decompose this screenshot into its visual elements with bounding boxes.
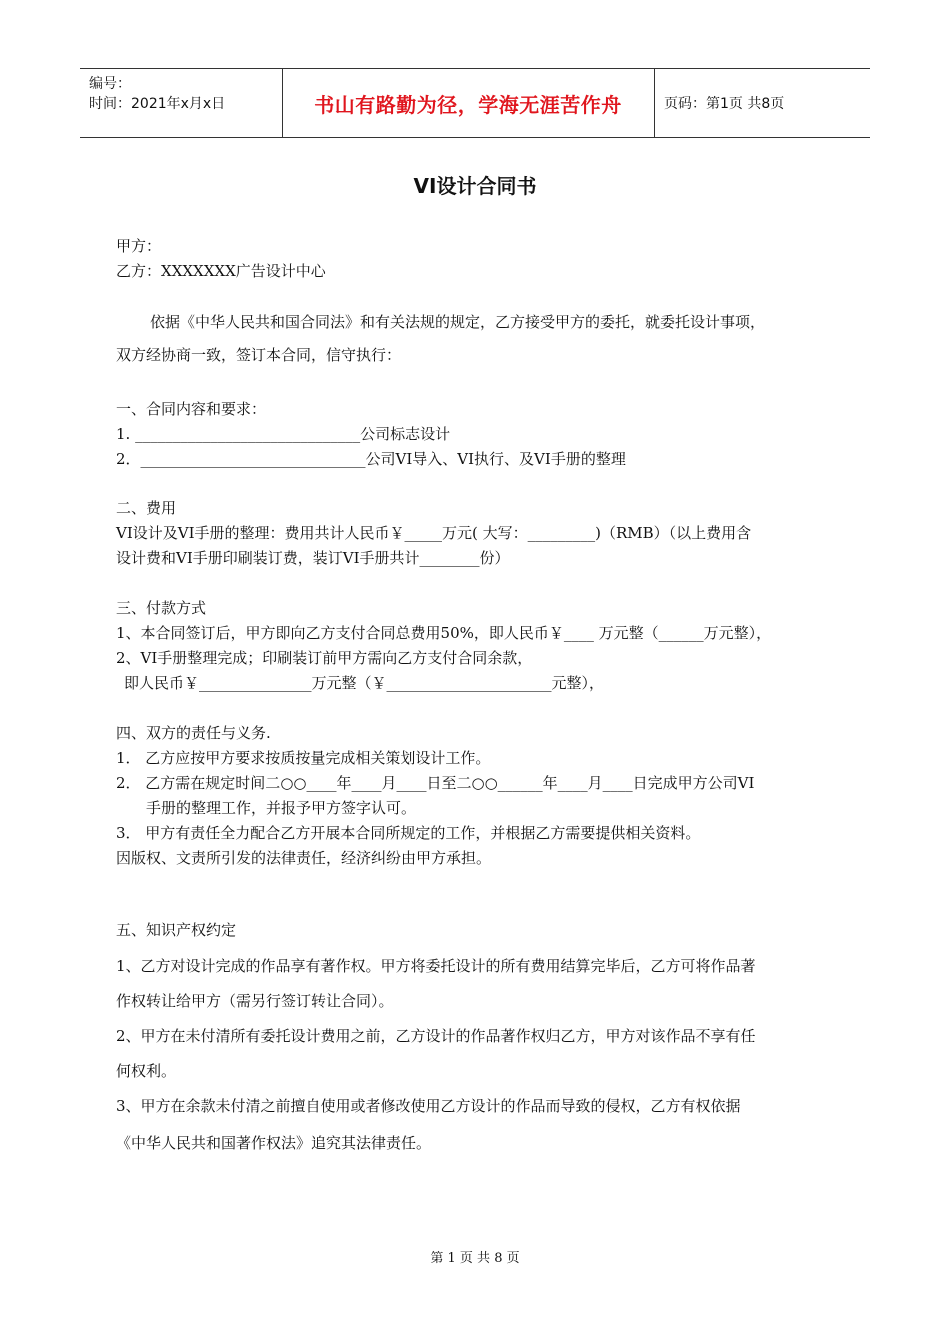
section-3-heading: 三、付款方式 <box>116 599 207 617</box>
section-4-note: 因版权、文责所引发的法律责任，经济纠纷由甲方承担。 <box>116 849 492 867</box>
section-4-item-2-line-2: 手册的整理工作，并报予甲方签字认可。 <box>146 799 417 817</box>
section-4-item-1: 1． 乙方应按甲方要求按质按量完成相关策划设计工作。 <box>116 749 491 767</box>
section-2-line-1: VI设计及VI手册的整理：费用共计人民币￥_____万元( 大写：_________)（RMB）（以上费用含 <box>116 524 752 542</box>
header-motto-cell <box>282 69 655 137</box>
section-2-heading: 二、费用 <box>116 499 177 517</box>
section-3-line-2: 2、VI手册整理完成；印刷装订前甲方需向乙方支付合同余款， <box>116 649 533 667</box>
document-time-label: 时间：2021年x月x日 <box>89 96 226 112</box>
section-5-para-3-line-1: 3、甲方在余款未付清之前擅自使用或者修改使用乙方设计的作品而导致的侵权，乙方有权依据 <box>116 1097 741 1115</box>
section-5-para-2-line-2: 何权利。 <box>116 1062 177 1080</box>
page-header <box>80 68 870 138</box>
page-footer: 第 1 页 共 8 页 <box>430 1251 520 1266</box>
section-4-item-2-line-1: 2． 乙方需在规定时间二○○____年____月____日至二○○______年____月____日完成甲方公司VI <box>116 774 755 792</box>
section-5-para-1-line-2: 作权转让给甲方（需另行签订转让合同）。 <box>116 992 394 1010</box>
section-5-heading: 五、知识产权约定 <box>116 921 237 939</box>
section-2-line-2: 设计费和VI手册印刷装订费，装订VI手册共计________份） <box>116 549 510 567</box>
party-b-value: XXXXXXX广告设计中心 <box>161 262 326 280</box>
section-1-heading: 一、合同内容和要求： <box>116 400 267 418</box>
header-page-number: 页码：第1页 共8页 <box>664 96 785 112</box>
party-b-label: 乙方： <box>116 262 162 280</box>
header-page-cell <box>654 69 870 137</box>
section-4-heading: 四、双方的责任与义务. <box>116 724 271 742</box>
header-meta-cell <box>80 69 283 137</box>
party-a-label: 甲方： <box>116 237 162 255</box>
section-4-item-3: 3． 甲方有责任全力配合乙方开展本合同所规定的工作，并根据乙方需要提供相关资料。 <box>116 824 701 842</box>
intro-paragraph-line-1: 依据《中华人民共和国合同法》和有关法规的规定，乙方接受甲方的委托，就委托设计事项， <box>150 313 766 331</box>
party-b-line <box>116 261 326 281</box>
section-3-line-1: 1、本合同签订后，甲方即向乙方支付合同总费用50%，即人民币￥____ 万元整（______万元整）， <box>116 624 772 642</box>
section-5-para-2-line-1: 2、甲方在未付清所有委托设计费用之前，乙方设计的作品著作权归乙方，甲方对该作品不享有任 <box>116 1027 756 1045</box>
section-5-para-1-line-1: 1、乙方对设计完成的作品享有著作权。甲方将委托设计的所有费用结算完毕后，乙方可将作品著 <box>116 957 756 975</box>
section-1-item-1: 1. ______________________________公司标志设计 <box>116 425 451 443</box>
header-motto: 书山有路勤为径，学海无涯苦作舟 <box>314 92 622 117</box>
section-3-line-3: 即人民币￥_______________万元整（￥______________________元整）， <box>124 674 605 692</box>
document-number-label: 编号： <box>89 76 131 92</box>
section-5-para-3-line-2: 《中华人民共和国著作权法》追究其法律责任。 <box>116 1134 432 1152</box>
intro-paragraph-line-2: 双方经协商一致，签订本合同，信守执行： <box>116 346 402 364</box>
document-title: VI设计合同书 <box>413 174 537 198</box>
section-1-item-2: 2．______________________________公司VI导入、VI执行、及VI手册的整理 <box>116 450 626 468</box>
